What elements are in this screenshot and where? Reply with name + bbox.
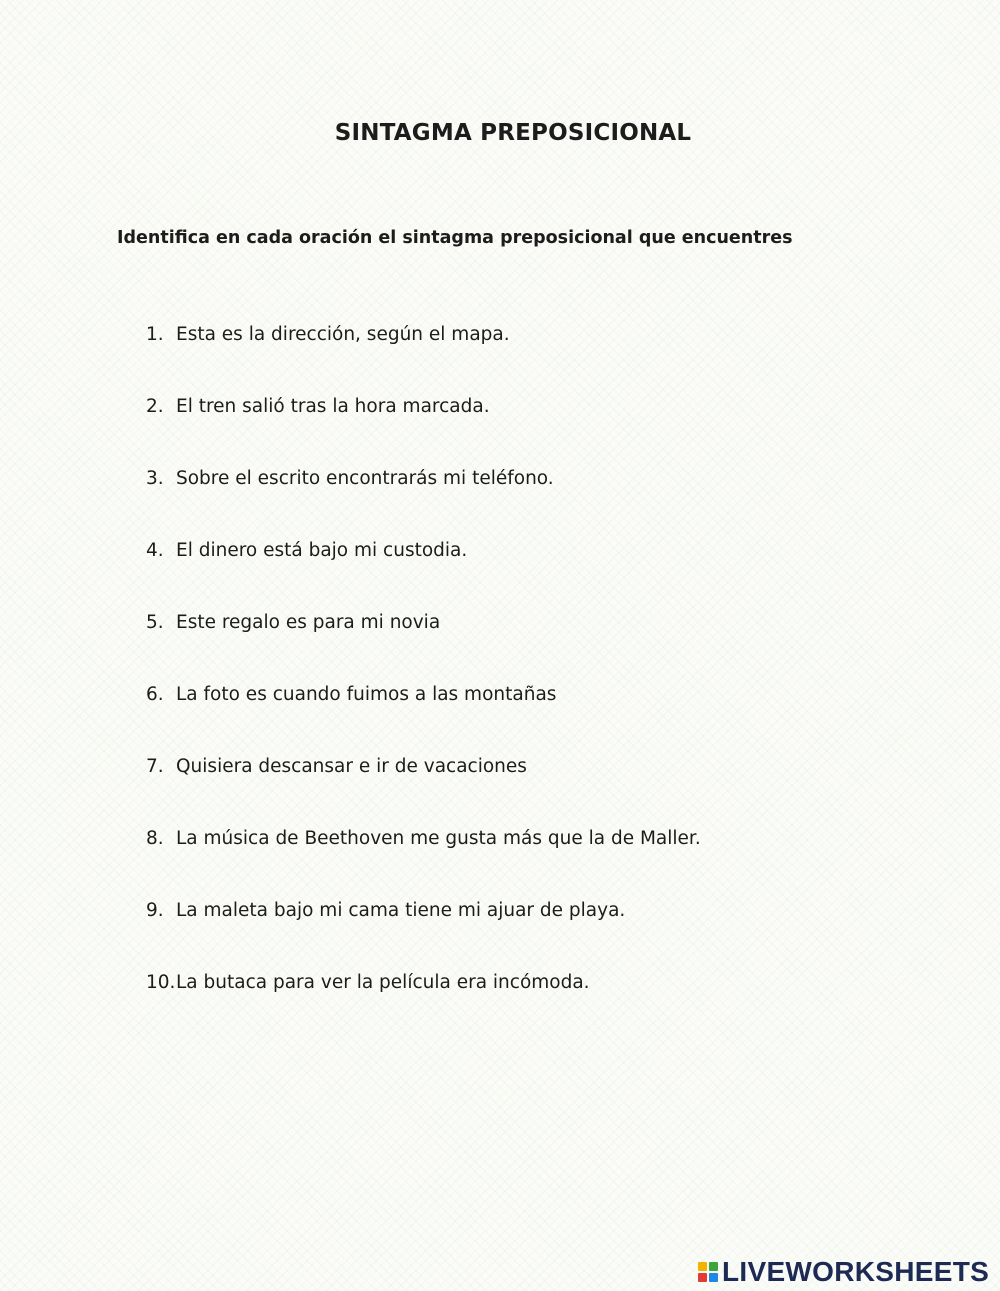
page-title: SINTAGMA PREPOSICIONAL [334,120,692,146]
item-number: 8. [146,828,164,849]
item-number: 4. [146,540,164,561]
item-text: La música de Beethoven me gusta más que la de Maller. [176,828,701,849]
item-number: 3. [146,468,164,489]
item-text: La butaca para ver la película era incómoda. [176,972,590,993]
logo-text: LIVEWORKSHEETS [722,1256,990,1287]
item-number: 10. [146,972,176,993]
liveworksheets-logo [698,1254,989,1290]
item-text: Quisiera descansar e ir de vacaciones [176,756,527,777]
logo-block-blue [709,1273,718,1282]
logo-blocks-icon [698,1262,718,1282]
item-text: Esta es la dirección, según el mapa. [176,324,510,345]
logo-block-yellow [698,1262,707,1271]
logo-block-green [709,1262,718,1271]
instruction-text: Identifica en cada oración el sintagma preposicional que encuentres [117,228,793,248]
item-text: La maleta bajo mi cama tiene mi ajuar de playa. [176,900,626,921]
logo-block-red [698,1273,707,1282]
item-number: 6. [146,684,164,705]
item-text: Sobre el escrito encontrarás mi teléfono. [176,468,554,489]
item-number: 9. [146,900,164,921]
item-number: 2. [146,396,164,417]
item-number: 1. [146,324,164,345]
item-text: El tren salió tras la hora marcada. [176,396,490,417]
item-text: El dinero está bajo mi custodia. [176,540,468,561]
item-number: 7. [146,756,164,777]
item-number: 5. [146,612,164,633]
item-text: Este regalo es para mi novia [176,612,441,633]
item-text: La foto es cuando fuimos a las montañas [176,684,557,705]
